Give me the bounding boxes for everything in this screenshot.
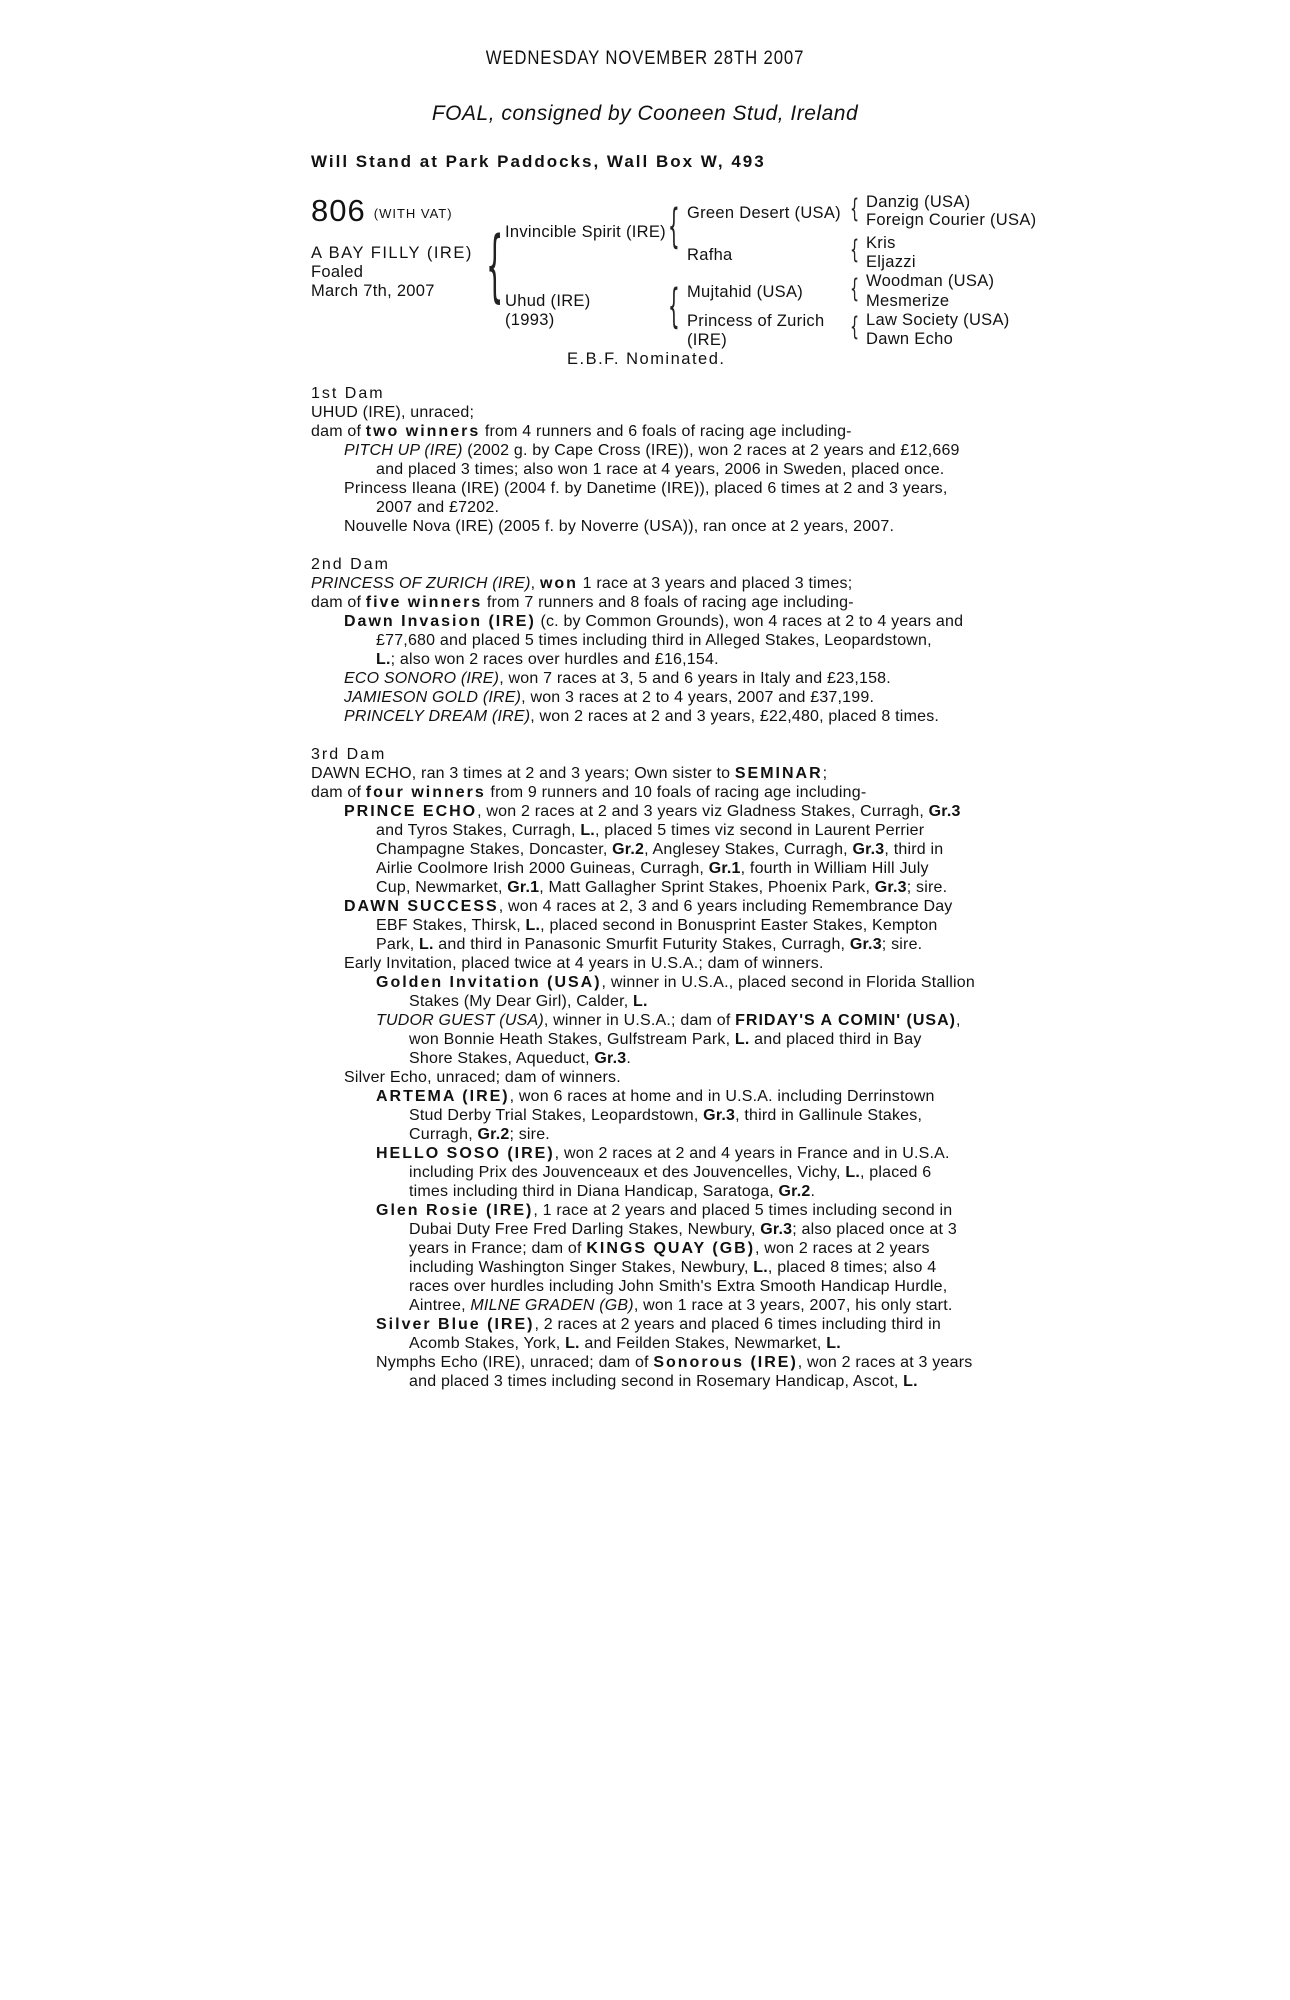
dam3-line xyxy=(311,764,991,783)
text: , won 4 races at 2, 3 and 6 years including Remembrance Day xyxy=(498,898,953,915)
foaled-date: March 7th, 2007 xyxy=(311,282,435,300)
race-grade: L. xyxy=(419,936,434,953)
dam-sire-sire: Woodman (USA) xyxy=(866,272,995,290)
text: from 7 runners and 8 foals of racing age including- xyxy=(482,594,854,611)
progeny-entry-cont xyxy=(311,935,991,954)
race-grade: Gr.2 xyxy=(612,841,645,858)
horse-name: HELLO SOSO (IRE) xyxy=(376,1145,555,1162)
progeny-entry xyxy=(311,688,991,707)
text: years in France; dam of xyxy=(409,1240,587,1257)
grand-progeny-entry-cont xyxy=(311,1163,991,1182)
text: times including third in Diana Handicap, Saratoga, xyxy=(409,1183,779,1200)
horse-name: ECO SONORO (IRE) xyxy=(344,670,500,687)
text: and placed third in Bay xyxy=(749,1031,922,1048)
horse-name: Sonorous (IRE) xyxy=(653,1354,798,1371)
text: and placed 3 times including second in Rosemary Handicap, Ascot, xyxy=(409,1373,904,1390)
sire-name: Invincible Spirit (IRE) xyxy=(505,223,666,241)
foaled-label: Foaled xyxy=(311,263,364,281)
text: , won 2 races at 2 and 4 years in France and in U.S.A. xyxy=(554,1145,950,1162)
text: won Bonnie Heath Stakes, Gulfstream Park, xyxy=(409,1031,735,1048)
dam-sire: Mujtahid (USA) xyxy=(687,283,804,301)
text: ; also placed once at 3 xyxy=(792,1221,957,1238)
text: Champagne Stakes, Doncaster, xyxy=(376,841,613,858)
progeny-entry-cont: £77,680 and placed 5 times including third in Alleged Stakes, Leopardstown, xyxy=(376,632,932,649)
horse-description: A BAY FILLY (IRE) xyxy=(311,244,473,262)
text: EBF Stakes, Thirsk, xyxy=(376,917,526,934)
text: from 4 runners and 6 foals of racing age including- xyxy=(480,423,852,440)
race-grade: Gr.3 xyxy=(703,1107,736,1124)
dam2-produce-summary xyxy=(311,593,991,612)
grand-progeny-entry-cont xyxy=(311,1239,991,1258)
progeny-entry xyxy=(311,441,991,460)
race-grade: Gr.1 xyxy=(708,860,741,877)
grand-progeny-entry xyxy=(311,1315,991,1334)
listed-grade: L. xyxy=(376,651,391,668)
vat-note: (WITH VAT) xyxy=(373,206,453,221)
race-grade: Gr.3 xyxy=(928,803,961,820)
consignor-line: FOAL, consigned by Cooneen Stud, Ireland xyxy=(431,102,859,125)
race-grade: L. xyxy=(633,993,648,1010)
text: , third in xyxy=(884,841,944,858)
text: , placed 8 times; also 4 xyxy=(767,1259,937,1276)
text: , won 2 races at 2 and 3 years viz Gladness Stakes, Curragh, xyxy=(477,803,929,820)
grand-progeny-entry-cont xyxy=(311,1182,991,1201)
horse-name: Dawn Invasion (IRE) xyxy=(344,613,536,630)
grand-progeny-entry xyxy=(311,1011,991,1030)
race-grade: Gr.3 xyxy=(760,1221,793,1238)
race-grade: L. xyxy=(565,1335,580,1352)
dam3-heading: 3rd Dam xyxy=(311,746,387,763)
text: , won 2 races at 2 years xyxy=(755,1240,930,1257)
race-grade: L. xyxy=(525,917,541,934)
winners-count: two winners xyxy=(365,423,481,440)
progeny-entry xyxy=(311,707,991,726)
horse-name: FRIDAY'S A COMIN' (USA) xyxy=(735,1012,956,1029)
text: . xyxy=(626,1050,631,1067)
progeny-entry xyxy=(311,802,991,821)
horse-name: PITCH UP (IRE) xyxy=(344,442,463,459)
text: . xyxy=(810,1183,816,1200)
dam3-produce-summary xyxy=(311,783,991,802)
text: DAWN ECHO, ran 3 times at 2 and 3 years; Own sister to xyxy=(311,765,735,782)
text: Park, xyxy=(376,936,419,953)
race-grade: L. xyxy=(580,822,595,839)
text: , won 2 races at 2 and 3 years, £22,480, placed 8 times. xyxy=(530,708,940,725)
text: dam of xyxy=(311,784,366,801)
grand-progeny-entry-cont xyxy=(311,992,991,1011)
text: Aintree, xyxy=(409,1297,471,1314)
sire-dam-dam: Eljazzi xyxy=(866,253,916,271)
lot-number xyxy=(311,193,453,229)
text: Dubai Duty Free Fred Darling Stakes, Newbury, xyxy=(409,1221,761,1238)
text: , winner in U.S.A.; dam of xyxy=(543,1012,736,1029)
progeny-entry xyxy=(311,612,991,631)
text: , fourth in William Hill July xyxy=(740,860,929,877)
progeny-entry-cont xyxy=(311,878,991,897)
text: Stud Derby Trial Stakes, Leopardstown, xyxy=(409,1107,704,1124)
dam-name: Uhud (IRE) xyxy=(505,292,591,310)
progeny-entry: Princess Ileana (IRE) (2004 f. by Danetime (IRE)), placed 6 times at 2 and 3 years, xyxy=(344,480,948,497)
lot-number-value: 806 xyxy=(311,193,366,228)
pedigree-brace-main: { xyxy=(486,221,504,311)
text: ; xyxy=(822,765,828,782)
text: , placed 6 xyxy=(859,1164,932,1181)
text: , won 7 races at 3, 5 and 6 years in Italy and £23,158. xyxy=(499,670,891,687)
text: , third in Gallinule Stakes, xyxy=(735,1107,923,1124)
horse-name: DAWN SUCCESS xyxy=(344,898,499,915)
progeny-entry-cont xyxy=(311,916,991,935)
grand-progeny-entry-cont xyxy=(311,1296,991,1315)
grand-progeny-entry-cont xyxy=(311,1334,991,1353)
horse-name: TUDOR GUEST (USA) xyxy=(376,1012,544,1029)
progeny-entry-cont xyxy=(311,859,991,878)
horse-name: Glen Rosie (IRE) xyxy=(376,1202,534,1219)
dam2-heading: 2nd Dam xyxy=(311,556,390,573)
grand-progeny-entry xyxy=(311,1353,991,1372)
family-notes xyxy=(311,384,991,1391)
progeny-entry-cont xyxy=(311,821,991,840)
text: including Prix des Jouvenceaux et des Jouvencelles, Vichy, xyxy=(409,1164,846,1181)
text: and third in Panasonic Smurfit Futurity Stakes, Curragh, xyxy=(433,936,850,953)
text: , placed second in Bonusprint Easter Stakes, Kempton xyxy=(540,917,938,934)
text: , Matt Gallagher Sprint Stakes, Phoenix Park, xyxy=(539,879,875,896)
progeny-entry: Early Invitation, placed twice at 4 years in U.S.A.; dam of winners. xyxy=(344,955,824,972)
grand-progeny-entry-cont xyxy=(311,1106,991,1125)
text: Curragh, xyxy=(409,1126,478,1143)
race-grade: Gr.2 xyxy=(778,1183,811,1200)
race-grade: Gr.3 xyxy=(849,936,882,953)
race-grade: L. xyxy=(845,1164,860,1181)
text: won xyxy=(539,575,578,592)
sire-sire-sire: Danzig (USA) xyxy=(866,193,971,211)
race-grade: L. xyxy=(826,1335,841,1352)
grand-progeny-entry-cont xyxy=(311,1049,991,1068)
text: Cup, Newmarket, xyxy=(376,879,508,896)
horse-name: KINGS QUAY (GB) xyxy=(586,1240,756,1257)
text: and Tyros Stakes, Curragh, xyxy=(376,822,581,839)
dam1-line: UHUD (IRE), unraced; xyxy=(311,404,475,421)
grand-progeny-entry-cont xyxy=(311,1258,991,1277)
text: , placed 5 times viz second in Laurent Perrier xyxy=(594,822,925,839)
text: Stakes (My Dear Girl), Calder, xyxy=(409,993,634,1010)
race-grade: L. xyxy=(903,1373,918,1390)
grand-progeny-entry-cont: races over hurdles including John Smith's Extra Smooth Handicap Hurdle, xyxy=(409,1278,948,1295)
race-grade: Gr.1 xyxy=(507,879,540,896)
horse-name: SEMINAR xyxy=(734,765,823,782)
race-grade: Gr.3 xyxy=(594,1050,627,1067)
grand-progeny-entry-cont xyxy=(311,1220,991,1239)
text: ; sire. xyxy=(881,936,923,953)
race-grade: Gr.3 xyxy=(852,841,885,858)
grand-progeny-entry xyxy=(311,1087,991,1106)
grand-progeny-entry xyxy=(311,973,991,992)
progeny-entry-cont xyxy=(311,840,991,859)
progeny-entry-cont: and placed 3 times; also won 1 race at 4 years, 2006 in Sweden, placed once. xyxy=(376,461,945,478)
pedigree-brace-sd: { xyxy=(850,235,860,265)
dam-sire-dam: Mesmerize xyxy=(866,292,950,310)
text: , 2 races at 2 years and placed 6 times including third in xyxy=(534,1316,941,1333)
horse-name: Silver Blue (IRE) xyxy=(376,1316,535,1333)
pedigree-brace-sire: { xyxy=(668,199,680,253)
dam1-heading: 1st Dam xyxy=(311,385,385,402)
progeny-entry xyxy=(311,669,991,688)
winners-count: four winners xyxy=(365,784,486,801)
text: 1 race at 3 years and placed 3 times; xyxy=(577,575,853,592)
text: ; also won 2 races over hurdles and £16,154. xyxy=(390,651,719,668)
horse-name: JAMIESON GOLD (IRE) xyxy=(344,689,522,706)
grand-progeny-entry-cont xyxy=(311,1125,991,1144)
sire-sire: Green Desert (USA) xyxy=(687,204,841,222)
text: , won 6 races at home and in U.S.A. including Derrinstown xyxy=(509,1088,935,1105)
text: , 1 race at 2 years and placed 5 times including second in xyxy=(533,1202,953,1219)
sire-dam: Rafha xyxy=(687,246,733,264)
text: including Washington Singer Stakes, Newbury, xyxy=(409,1259,754,1276)
grand-progeny-entry xyxy=(311,1201,991,1220)
horse-name: PRINCE ECHO xyxy=(344,803,478,820)
text: dam of xyxy=(311,423,366,440)
winners-count: five winners xyxy=(365,594,483,611)
race-grade: L. xyxy=(734,1031,750,1048)
ebf-nomination: E.B.F. Nominated. xyxy=(567,350,726,368)
pedigree-brace-dd: { xyxy=(850,312,860,342)
dam-dam-sire: Law Society (USA) xyxy=(866,311,1010,329)
progeny-entry-cont xyxy=(311,650,991,669)
text: , xyxy=(955,1012,961,1029)
pedigree-brace-ss: { xyxy=(850,194,860,224)
text: Acomb Stakes, York, xyxy=(409,1335,566,1352)
text: , Anglesey Stakes, Curragh, xyxy=(644,841,853,858)
text: , won 3 races at 2 to 4 years, 2007 and £37,199. xyxy=(521,689,875,706)
text: (c. by Common Grounds), won 4 races at 2 to 4 years and xyxy=(535,613,964,630)
text: (2002 g. by Cape Cross (IRE)), won 2 races at 2 years and £12,669 xyxy=(462,442,960,459)
text: ; sire. xyxy=(906,879,948,896)
progeny-entry xyxy=(311,897,991,916)
dam2-line xyxy=(311,574,991,593)
progeny-entry: Nouvelle Nova (IRE) (2005 f. by Noverre (USA)), ran once at 2 years, 2007. xyxy=(344,518,895,535)
text: dam of xyxy=(311,594,366,611)
grand-progeny-entry xyxy=(311,1144,991,1163)
race-grade: L. xyxy=(753,1259,768,1276)
text: from 9 runners and 10 foals of racing age including- xyxy=(485,784,867,801)
text: Shore Stakes, Aqueduct, xyxy=(409,1050,595,1067)
sale-date: WEDNESDAY NOVEMBER 28TH 2007 xyxy=(485,48,805,69)
sire-sire-dam: Foreign Courier (USA) xyxy=(866,211,1037,229)
horse-name: PRINCELY DREAM (IRE) xyxy=(344,708,531,725)
stabling-location: Will Stand at Park Paddocks, Wall Box W, 493 xyxy=(311,152,766,171)
race-grade: Gr.3 xyxy=(874,879,907,896)
dam-year: (1993) xyxy=(505,311,555,329)
text: , xyxy=(530,575,540,592)
sire-dam-sire: Kris xyxy=(866,234,896,252)
progeny-entry: Silver Echo, unraced; dam of winners. xyxy=(344,1069,621,1086)
horse-name: ARTEMA (IRE) xyxy=(376,1088,510,1105)
pedigree-brace-ds: { xyxy=(850,274,860,304)
race-grade: Gr.2 xyxy=(477,1126,510,1143)
grand-progeny-entry-cont xyxy=(311,1372,991,1391)
horse-name: Golden Invitation (USA) xyxy=(376,974,602,991)
text: , won 2 races at 3 years xyxy=(797,1354,973,1371)
progeny-entry-cont: 2007 and £7202. xyxy=(376,499,500,516)
text: , winner in U.S.A., placed second in Florida Stallion xyxy=(601,974,975,991)
dam-dam-dam: Dawn Echo xyxy=(866,330,954,348)
dam-dam: Princess of Zurich xyxy=(687,312,825,330)
text: Nymphs Echo (IRE), unraced; dam of xyxy=(376,1354,654,1371)
pedigree-brace-dam: { xyxy=(668,279,680,333)
horse-name: PRINCESS OF ZURICH (IRE) xyxy=(311,575,531,592)
text: and Feilden Stakes, Newmarket, xyxy=(579,1335,827,1352)
text: , won 1 race at 3 years, 2007, his only start. xyxy=(633,1297,953,1314)
text: ; sire. xyxy=(509,1126,550,1143)
dam-dam-suffix: (IRE) xyxy=(687,331,727,349)
dam1-produce-summary xyxy=(311,422,991,441)
text: Airlie Coolmore Irish 2000 Guineas, Curragh, xyxy=(376,860,709,877)
horse-name: MILNE GRADEN (GB) xyxy=(470,1297,634,1314)
grand-progeny-entry-cont xyxy=(311,1030,991,1049)
